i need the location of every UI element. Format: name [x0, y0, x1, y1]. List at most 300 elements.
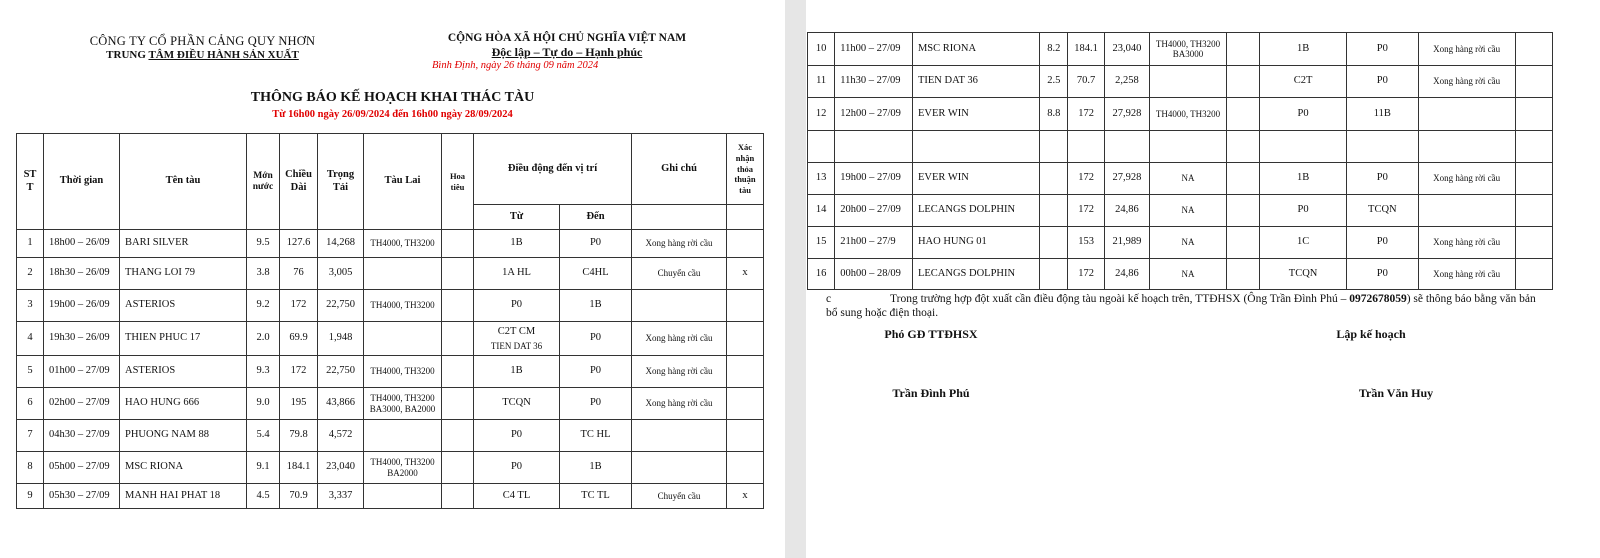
row-ship-name-text: EVER WIN [917, 107, 969, 119]
row-length-text: 79.8 [289, 429, 308, 441]
col-header-tug: Tàu Lai [364, 134, 442, 230]
row-note-text: Xong hàng rời cầu [1433, 237, 1501, 248]
row-time [44, 420, 120, 452]
row-tonnage-text: 21,989 [1112, 236, 1142, 248]
row-tonnage-text: 2,258 [1115, 75, 1139, 87]
row-pilot [442, 258, 474, 290]
col-header-draft: Mớn nước [247, 134, 280, 230]
row-ship-name-text: LECANGS DOLPHIN [917, 267, 1016, 279]
row-number [808, 98, 835, 131]
row-draft [1040, 195, 1068, 227]
row-to-text: P0 [1376, 172, 1388, 184]
row-ship-name [912, 66, 1039, 98]
row-confirm [1515, 163, 1552, 195]
row-time [44, 290, 120, 322]
footnote-text-before: Trong trường hợp đột xuất cần điều động tàu ngoài kế hoạch trên, TTĐHSX (Ông Trần Đình Phú – [890, 293, 1350, 305]
col-header-move: Điều động đến vị trí [474, 134, 632, 205]
row-note [1418, 163, 1515, 195]
row-confirm-text: x [742, 489, 748, 501]
signature-left-title: Phó GĐ TTĐHSX [884, 327, 978, 341]
row-ship-name [120, 484, 247, 509]
row-tonnage [318, 230, 364, 258]
row-tonnage-text: 14,268 [326, 237, 355, 249]
row-draft [247, 388, 280, 420]
row-number-text: 3 [27, 299, 33, 311]
row-tug-text: NA [1181, 268, 1195, 279]
row-draft [1040, 66, 1068, 98]
schedule-table [16, 133, 764, 509]
row-draft [247, 322, 280, 356]
row-ship-name [120, 420, 247, 452]
row-tug [1150, 259, 1227, 290]
table-row [808, 195, 1553, 227]
company-name: CÔNG TY CỔ PHẦN CẢNG QUY NHƠN [89, 34, 316, 48]
row-draft-text: 5.4 [256, 429, 270, 441]
row-tonnage-text: 24,86 [1115, 204, 1139, 216]
row-ship-name-text: PHUONG NAM 88 [125, 429, 210, 441]
row-note-text: Xong hàng rời cầu [645, 238, 713, 249]
row-time-text: 05h30 – 27/09 [49, 489, 110, 501]
row-note [632, 322, 727, 356]
row-time [44, 452, 120, 484]
row-time-text: 19h00 – 27/09 [840, 172, 901, 184]
row-length [1068, 195, 1104, 227]
row-pilot [1226, 259, 1259, 290]
row-ship-name-text: MSC RIONA [125, 461, 184, 473]
row-draft [1040, 33, 1068, 66]
row-tug-text-line2: BA3000 [1172, 49, 1204, 59]
row-tug-text: TH4000, TH3200 [1155, 38, 1221, 49]
row-to-text: 1B [589, 299, 602, 311]
table-body-page1 [17, 230, 764, 509]
row-note [632, 420, 727, 452]
row-number-text: 5 [27, 365, 33, 377]
empty-cell [632, 205, 727, 230]
footnote-phone: 0972678059 [1349, 293, 1407, 305]
nation-header [432, 32, 702, 71]
motto: Độc lập – Tự do – Hạnh phúc [491, 45, 643, 59]
row-tug [364, 290, 442, 322]
row-draft [1040, 131, 1068, 163]
table-row [17, 230, 764, 258]
row-note-text: Xong hàng rời cầu [645, 398, 713, 409]
row-from [1260, 33, 1347, 66]
table-row [17, 356, 764, 388]
row-length [1068, 259, 1104, 290]
row-from [1260, 131, 1347, 163]
row-draft-text: 9.3 [256, 365, 270, 377]
row-number [17, 484, 44, 509]
row-number-text: 7 [27, 429, 33, 441]
row-draft [247, 290, 280, 322]
row-from [1260, 227, 1347, 259]
row-tonnage [1104, 195, 1149, 227]
row-from [1260, 98, 1347, 131]
row-from-text: P0 [1297, 204, 1309, 216]
row-tug [364, 356, 442, 388]
footnote [826, 292, 1546, 321]
center-prefix: TRUNG [106, 49, 146, 61]
row-pilot [1226, 131, 1259, 163]
row-tonnage [318, 484, 364, 509]
row-tonnage-text: 1,948 [328, 332, 353, 344]
row-ship-name-text: HAO HUNG 01 [917, 236, 987, 248]
row-ship-name [912, 33, 1039, 66]
row-from-text: P0 [510, 429, 523, 441]
row-to [560, 322, 632, 356]
signature-right-title: Lập kế hoạch [1336, 327, 1406, 341]
row-from-text: 1A HL [502, 267, 531, 279]
row-confirm [727, 290, 764, 322]
row-confirm [1515, 227, 1552, 259]
row-ship-name-text: LECANGS DOLPHIN [917, 204, 1016, 216]
row-note [632, 356, 727, 388]
row-pilot [1226, 163, 1259, 195]
row-confirm [727, 420, 764, 452]
row-ship-name-text: THIEN PHUC 17 [125, 332, 201, 344]
row-tug-text: NA [1181, 237, 1195, 248]
row-time-text: 00h00 – 28/09 [840, 267, 901, 279]
row-tonnage [1104, 163, 1149, 195]
row-tonnage-text: 27,928 [1112, 107, 1142, 119]
row-ship-name [120, 290, 247, 322]
row-note-text: Xong hàng rời cầu [1433, 268, 1501, 279]
row-to [1347, 66, 1419, 98]
row-pilot [442, 322, 474, 356]
row-from [1260, 66, 1347, 98]
row-time-text: 12h00 – 27/09 [840, 107, 901, 119]
row-length-text: 172 [290, 365, 307, 377]
nation-name: CỘNG HÒA XÃ HỘI CHỦ NGHĨA VIỆT NAM [447, 32, 687, 44]
row-tug [364, 420, 442, 452]
row-ship-name [912, 163, 1039, 195]
row-number [808, 227, 835, 259]
row-to [560, 230, 632, 258]
row-pilot [442, 420, 474, 452]
row-note [1418, 195, 1515, 227]
row-from [474, 484, 560, 509]
row-tug-text-line2: BA2000 [387, 467, 418, 478]
row-tonnage-text: 22,750 [326, 299, 355, 311]
row-length-text: 76 [293, 267, 304, 279]
date-line: Bình Định, ngày 26 tháng 09 năm 2024 [432, 60, 599, 71]
row-tonnage [1104, 98, 1149, 131]
table-row [808, 259, 1553, 290]
row-tonnage [318, 322, 364, 356]
document-subtitle: Từ 16h00 ngày 26/09/2024 đến 16h00 ngày 28/09/2024 [272, 109, 513, 120]
row-ship-name-text: HAO HUNG 666 [125, 397, 200, 409]
col-header-ship: Tên tàu [120, 134, 247, 230]
row-tonnage-text: 3,005 [328, 267, 353, 279]
row-from-text: P0 [1297, 107, 1309, 119]
row-time-text: 04h30 – 27/09 [49, 429, 110, 441]
row-note [632, 290, 727, 322]
row-draft-text: 8.2 [1047, 42, 1061, 54]
row-length [280, 290, 318, 322]
row-number-text: 1 [27, 237, 33, 249]
row-note [1418, 131, 1515, 163]
row-ship-name-text: ASTERIOS [125, 365, 176, 377]
row-from [474, 452, 560, 484]
row-to-text: 11B [1373, 107, 1391, 119]
row-number [808, 163, 835, 195]
row-note-text: Xong hàng rời cầu [1433, 43, 1501, 54]
table-row [17, 420, 764, 452]
row-draft [247, 356, 280, 388]
row-number-text: 6 [27, 397, 33, 409]
row-from [474, 230, 560, 258]
row-to [560, 356, 632, 388]
table-row [17, 258, 764, 290]
row-confirm [1515, 195, 1552, 227]
row-tonnage [318, 290, 364, 322]
table-row [808, 33, 1553, 66]
row-tonnage [1104, 131, 1149, 163]
row-tonnage [1104, 66, 1149, 98]
row-from-text: 1B [1296, 172, 1310, 184]
row-length-text: 172 [1078, 172, 1094, 184]
row-ship-name-text: MSC RIONA [917, 42, 977, 54]
row-note-text: Xong hàng rời cầu [645, 366, 713, 377]
row-pilot [442, 484, 474, 509]
col-header-length: Chiều Dài [280, 134, 318, 230]
row-from [1260, 259, 1347, 290]
company-header [70, 34, 335, 61]
row-pilot [442, 230, 474, 258]
schedule-table-continued [807, 32, 1553, 290]
col-header-note: Ghi chú [632, 134, 727, 205]
row-confirm [727, 230, 764, 258]
row-tonnage [318, 388, 364, 420]
row-from-text: TCQN [502, 397, 531, 409]
row-time-text: 19h00 – 26/09 [49, 299, 110, 311]
row-from [474, 356, 560, 388]
row-length-text: 172 [1078, 107, 1094, 119]
row-time [44, 484, 120, 509]
row-number-text: 9 [27, 489, 33, 501]
row-tonnage-text: 27,928 [1112, 172, 1142, 184]
row-ship-name-text: BARI SILVER [125, 237, 189, 249]
row-tug [1150, 195, 1227, 227]
row-pilot [1226, 33, 1259, 66]
footnote-text-after: ) sẽ thông báo bằng văn bản bổ sung hoặc điện thoại. [826, 293, 1536, 320]
row-from [1260, 163, 1347, 195]
row-number-text: 16 [815, 267, 827, 279]
row-pilot [442, 388, 474, 420]
row-confirm [727, 484, 764, 509]
row-time [44, 356, 120, 388]
row-tug-text: TH4000, TH3200 [370, 457, 435, 468]
row-confirm [1515, 131, 1552, 163]
row-time-text: 02h00 – 27/09 [49, 397, 110, 409]
col-header-to: Đến [560, 205, 632, 230]
row-number [17, 230, 44, 258]
row-tug [364, 322, 442, 356]
row-from [474, 420, 560, 452]
row-tug [1150, 66, 1227, 98]
row-draft-text: 3.8 [256, 267, 270, 279]
row-to-text: P0 [1376, 42, 1388, 54]
row-from-text: 1C [1296, 236, 1310, 248]
row-confirm [727, 356, 764, 388]
row-ship-name [912, 195, 1039, 227]
row-number-text: 11 [816, 75, 827, 87]
row-tug-text: TH4000, TH3200 [370, 393, 435, 404]
row-time [835, 259, 913, 290]
center-rest: TÂM ĐIỀU HÀNH SẢN XUẤT [148, 49, 299, 61]
row-ship-name [120, 258, 247, 290]
row-time [835, 66, 913, 98]
row-confirm [727, 452, 764, 484]
row-tug [1150, 33, 1227, 66]
row-time [44, 258, 120, 290]
row-draft-text: 9.2 [256, 299, 270, 311]
row-from-text: P0 [510, 461, 523, 473]
table-row [808, 227, 1553, 259]
row-length [280, 388, 318, 420]
row-note [1418, 259, 1515, 290]
row-from-text: TCQN [1288, 267, 1318, 279]
row-number-text: 10 [815, 42, 827, 54]
row-to [560, 290, 632, 322]
row-from [474, 290, 560, 322]
row-tug-text: NA [1181, 205, 1195, 216]
row-time [835, 163, 913, 195]
col-header-confirm: Xác nhận thỏa thuận tàu [727, 134, 764, 205]
row-from [474, 322, 560, 356]
row-to-text: P0 [1376, 236, 1388, 248]
row-tonnage [318, 452, 364, 484]
row-time [835, 98, 913, 131]
row-ship-name-text: TIEN DAT 36 [917, 75, 978, 87]
row-number [17, 356, 44, 388]
col-header-pilot: Hoa tiêu [442, 134, 474, 230]
row-tug-text: NA [1181, 173, 1195, 184]
row-tug [1150, 227, 1227, 259]
row-time-text: 11h30 – 27/09 [840, 75, 901, 87]
document-page-1 [0, 0, 785, 558]
row-tonnage-text: 3,337 [328, 489, 353, 501]
row-tug [364, 388, 442, 420]
row-length-text: 184.1 [286, 461, 311, 473]
row-to [1347, 163, 1419, 195]
row-length-text: 184.1 [1074, 42, 1098, 54]
document-page-2 [806, 0, 1600, 558]
row-to [1347, 33, 1419, 66]
row-tug [1150, 131, 1227, 163]
row-to [1347, 131, 1419, 163]
row-length [280, 322, 318, 356]
row-confirm [1515, 66, 1552, 98]
row-confirm [727, 388, 764, 420]
table-header-row [17, 134, 764, 205]
row-tonnage-text: 24,86 [1115, 267, 1139, 279]
row-tonnage [318, 356, 364, 388]
row-to [560, 452, 632, 484]
row-ship-name-text: MANH HAI PHAT 18 [125, 489, 221, 501]
row-note [632, 230, 727, 258]
row-time [835, 33, 913, 66]
row-length [280, 484, 318, 509]
row-tug-text: TH4000, TH3200 [370, 238, 435, 249]
row-time-text: 19h30 – 26/09 [49, 332, 110, 344]
row-confirm [1515, 98, 1552, 131]
row-from-text: C2T CM [497, 325, 536, 337]
row-number-text: 13 [815, 172, 827, 184]
row-number-text: 12 [815, 107, 827, 119]
row-from-text: C4 TL [502, 489, 531, 501]
row-note-text: Chuyển cầu [657, 268, 701, 279]
empty-cell [727, 205, 764, 230]
row-length-text: 127.6 [286, 237, 311, 249]
row-to-text: P0 [589, 365, 602, 377]
row-length [280, 258, 318, 290]
row-number [17, 452, 44, 484]
row-time [44, 388, 120, 420]
row-pilot [442, 452, 474, 484]
row-length [1068, 227, 1104, 259]
row-number [808, 131, 835, 163]
row-length [1068, 33, 1104, 66]
table-row [17, 452, 764, 484]
row-length-text: 172 [1078, 267, 1094, 279]
row-note-text: Xong hàng rời cầu [1433, 76, 1501, 87]
row-pilot [442, 356, 474, 388]
row-length [280, 452, 318, 484]
row-tonnage-text: 43,866 [326, 397, 355, 409]
row-confirm [1515, 33, 1552, 66]
row-to [560, 484, 632, 509]
row-note-text: Xong hàng rời cầu [1433, 173, 1501, 184]
row-pilot [442, 290, 474, 322]
row-tonnage-text: 4,572 [328, 429, 353, 441]
table-row [17, 388, 764, 420]
row-draft-text: 2.5 [1047, 75, 1061, 87]
row-to-text: C4HL [582, 267, 609, 279]
row-time-text: 21h00 – 27/9 [840, 236, 896, 248]
row-to-text: P0 [589, 332, 602, 344]
row-pilot [1226, 98, 1259, 131]
row-ship-name [912, 259, 1039, 290]
row-ship-name [120, 230, 247, 258]
col-header-time: Thời gian [44, 134, 120, 230]
row-note [1418, 66, 1515, 98]
row-tug [364, 484, 442, 509]
row-time [44, 230, 120, 258]
row-note [632, 452, 727, 484]
row-draft [247, 452, 280, 484]
row-draft [1040, 98, 1068, 131]
row-draft [1040, 163, 1068, 195]
row-to [1347, 195, 1419, 227]
row-number-text: 8 [27, 461, 33, 473]
row-draft [247, 484, 280, 509]
row-time [44, 322, 120, 356]
row-number [808, 195, 835, 227]
row-ship-name-text: ASTERIOS [125, 299, 176, 311]
row-tug-text: TH4000, TH3200 [370, 366, 435, 377]
row-ship-name-text: THANG LOI 79 [125, 267, 195, 279]
row-length [1068, 163, 1104, 195]
row-to-text: P0 [1376, 267, 1388, 279]
row-draft-text: 9.1 [256, 461, 270, 473]
row-to-text: TCQN [1368, 204, 1397, 216]
row-note-text: Xong hàng rời cầu [645, 333, 713, 344]
row-tug [364, 452, 442, 484]
col-header-from: Từ [474, 205, 560, 230]
row-time-text: 11h00 – 27/09 [840, 42, 901, 54]
signature-left-name: Trần Đình Phú [892, 386, 970, 400]
